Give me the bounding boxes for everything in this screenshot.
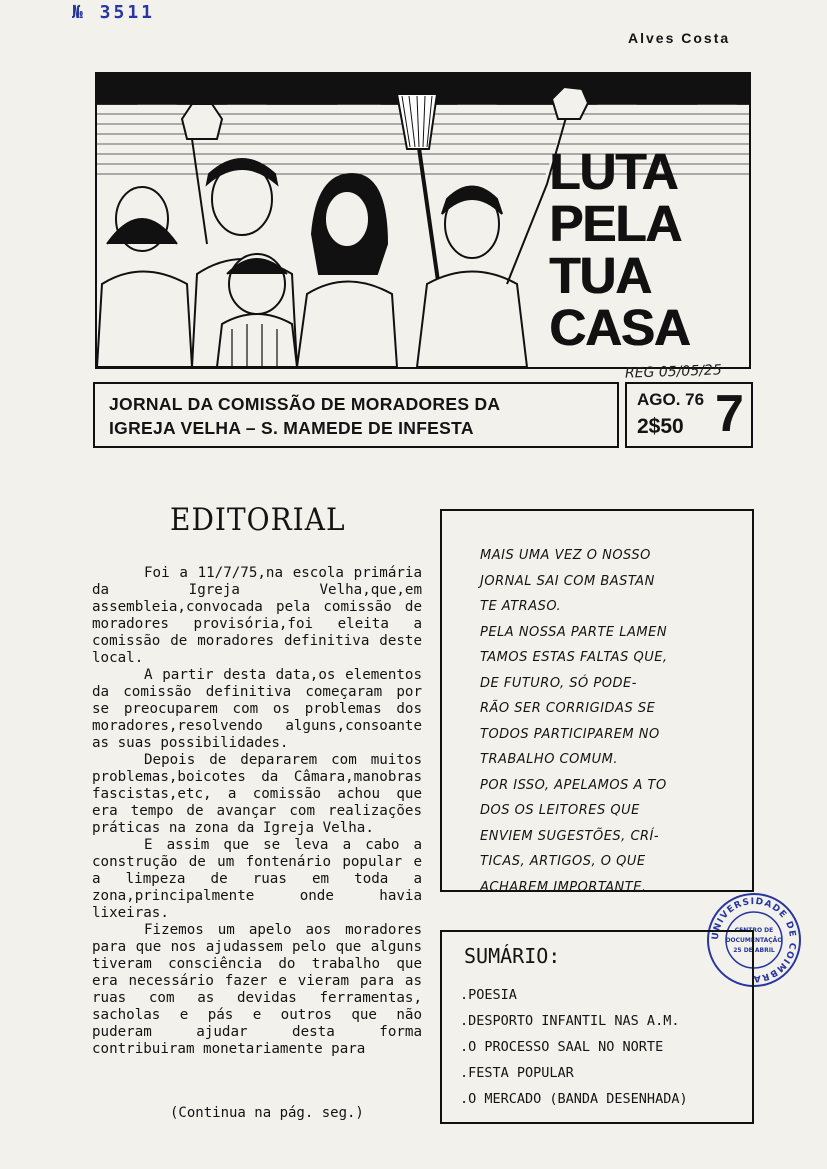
editorial-paragraph: Fizemos um apelo aos moradores para que nos ajudassem pelo que alguns tiveram consciência do trabalho que era necessário fazer e vieram para as ruas com as devidas ferramentas, sacholas e pás e outros que não puderam ajudar desta forma contribuiram monetariamente para [92,922,422,1057]
masthead [95,72,751,369]
summary-item: .POESIA [460,987,517,1003]
editorial-body [92,565,422,1058]
editorial-paragraph: E assim que se leva a cabo a construção de um fontenário popular e a limpeza de ruas em toda a zona,principalmente onde havia lixeiras. [92,837,422,921]
journal-title [109,392,500,440]
editorial-paragraph: A partir desta data,os elementos da comissão definitiva começaram por se preocuparem com os problemas dos moradores,resolvendo alguns,consoante as suas possibilidades. [92,667,422,751]
stamp-center-line: 25 DE ABRIL [733,947,775,954]
summary-title: SUMÁRIO: [464,944,561,968]
summary-item: .O PROCESSO SAAL NO NORTE [460,1039,664,1055]
note-line: ACHAREM IMPORTANTE. [480,879,647,895]
masthead-headline [549,143,690,356]
summary-box [440,930,754,1124]
note-line: TODOS PARTICIPAREM NO [480,726,660,742]
editorial-paragraph: Depois de depararem com muitos problemas,boicotes da Câmara,manobras fascistas,etc, a comissão achou que era tempo de avançar com realizações práticas na zona da Igreja Velha. [92,752,422,836]
author-name: Alves Costa [628,30,731,46]
issue-box [625,382,753,448]
archive-number: № 3511 [72,2,156,23]
note-line: ENVIEM SUGESTÕES, CRÍ- [480,828,660,844]
headline-line: PELA [549,195,682,252]
journal-title-line: JORNAL DA COMISSÃO DE MORADORES DA [109,394,501,414]
registry-note: REG 05/05/25 [624,362,722,382]
note-text [480,543,740,900]
people-figures [97,87,588,367]
note-line: POR ISSO, APELAMOS A TO [480,777,667,793]
editorial-heading: EDITORIAL [170,501,346,538]
note-box [440,509,754,895]
note-line: TAMOS ESTAS FALTAS QUE, [480,650,668,665]
note-line: RÃO SER CORRIGIDAS SE [480,701,656,716]
note-line: TE ATRASO. [480,599,562,614]
issue-number: 7 [715,385,744,443]
continue-note: (Continua na pág. seg.) [170,1105,364,1121]
summary-item: .O MERCADO (BANDA DESENHADA) [460,1091,688,1107]
headline-line: TUA [549,247,651,304]
headline-line: LUTA [549,143,678,200]
stamp-center-line: DOCUMENTAÇÃO [725,937,783,944]
note-line: DOS OS LEITORES QUE [480,803,640,818]
issue-date: AGO. 76 [637,390,705,409]
summary-list [460,982,688,1112]
headline-line: CASA [549,299,690,356]
issue-price: 2$50 [637,415,684,438]
summary-item: .DESPORTO INFANTIL NAS A.M. [460,1013,680,1029]
note-line: DE FUTURO, SÓ PODE- [480,675,637,691]
note-line: TRABALHO COMUM. [480,752,618,767]
note-line: JORNAL SAI COM BASTAN [480,573,655,589]
note-line: TICAS, ARTIGOS, O QUE [480,854,646,869]
journal-title-line: IGREJA VELHA – S. MAMEDE DE INFESTA [109,418,474,438]
editorial-paragraph: Foi a 11/7/75,na escola primária da Igreja Velha,que,em assembleia,convocada pela comissão de moradores provisória,foi eleita a comissão de moradores definitiva deste local. [92,565,422,666]
note-line: PELA NOSSA PARTE LAMEN [480,624,668,640]
journal-title-box [93,382,619,448]
note-line: MAIS UMA VEZ O NOSSO [480,548,651,563]
stamp-ring-text: UNIVERSIDADE DE COIMBRA [710,896,798,984]
summary-item: .FESTA POPULAR [460,1065,574,1081]
stamp-center-line: CENTRO DE [734,927,774,934]
